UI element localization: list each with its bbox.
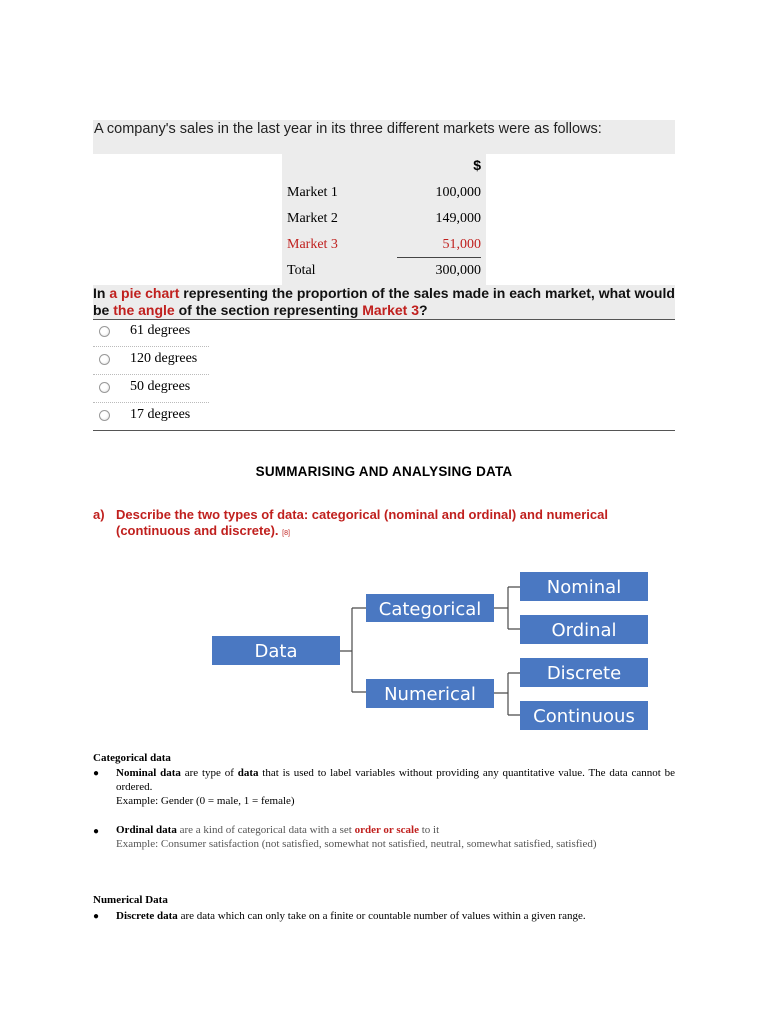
task-text xyxy=(116,507,676,541)
task-marks: [8] xyxy=(282,529,290,537)
question-highlight: Market 3 xyxy=(362,302,419,318)
discrete-definition xyxy=(116,909,675,923)
option-17-degrees[interactable] xyxy=(93,403,209,430)
table-total-value: 300,000 xyxy=(435,263,481,278)
definition-emphasis: data xyxy=(237,767,259,779)
radio-button[interactable] xyxy=(99,382,110,393)
nominal-definition xyxy=(116,766,675,808)
radio-button[interactable] xyxy=(99,326,110,337)
option-label: 50 degrees xyxy=(130,379,191,394)
definition-text: are type of xyxy=(180,767,238,779)
table-row-label-highlight: Market 3 xyxy=(287,237,338,252)
discrete-term: Discrete data xyxy=(116,910,178,922)
data-root-label: Data xyxy=(254,641,298,662)
table-row-label: Market 2 xyxy=(287,211,338,226)
definition-text: that is used to label variables without providing any quantitative value. The data cannot be ordered. xyxy=(116,767,676,793)
numerical-heading: Numerical Data xyxy=(93,894,168,906)
table-row-value: 149,000 xyxy=(435,211,481,226)
question-highlight: the angle xyxy=(113,302,175,318)
table-row-label: Market 1 xyxy=(287,185,338,200)
connector xyxy=(494,587,520,629)
question-text xyxy=(93,285,675,319)
ordinal-example: Example: Consumer satisfaction (not satisfied, somewhat not satisfied, neutral, somewhat satisfied, satisfied) xyxy=(116,838,597,850)
numerical-label: Numerical xyxy=(384,684,476,705)
categorical-label: Categorical xyxy=(378,599,482,620)
definition-text: are a kind of categorical data with a set xyxy=(176,824,355,836)
options-divider xyxy=(93,430,675,431)
connector xyxy=(340,608,366,692)
data-types-diagram xyxy=(0,560,768,740)
table-row-value: 100,000 xyxy=(435,185,481,200)
question-part: representing the proportion of the sales made in each market, what would be xyxy=(93,285,675,318)
table-row-value-highlight: 51,000 xyxy=(442,237,481,252)
nominal-example: Example: Gender (0 = male, 1 = female) xyxy=(116,795,295,807)
question-highlight: a pie chart xyxy=(109,285,180,301)
option-label: 17 degrees xyxy=(130,407,191,422)
table-header-currency: $ xyxy=(473,157,481,173)
discrete-label: Discrete xyxy=(546,663,622,684)
question-part: ? xyxy=(419,302,428,318)
definition-emphasis: order or scale xyxy=(354,824,419,836)
bullet-icon: ● xyxy=(93,911,100,922)
connector xyxy=(494,673,520,715)
nominal-label: Nominal xyxy=(546,577,622,598)
ordinal-definition xyxy=(116,823,675,851)
bullet-icon: ● xyxy=(93,768,100,779)
option-label: 120 degrees xyxy=(130,351,198,366)
definition-text: to it xyxy=(418,824,440,836)
option-120-degrees[interactable] xyxy=(93,347,209,375)
radio-button[interactable] xyxy=(99,410,110,421)
section-title: SUMMARISING AND ANALYSING DATA xyxy=(255,464,513,479)
task-letter: a) xyxy=(93,507,105,522)
option-label: 61 degrees xyxy=(130,323,191,338)
bullet-icon: ● xyxy=(93,826,100,837)
task-description: Describe the two types of data: categorical (nominal and ordinal) and numerical (continuous and discrete). xyxy=(116,507,608,538)
table-total-label: Total xyxy=(287,263,316,278)
table-sum-line xyxy=(397,257,481,258)
ordinal-term: Ordinal data xyxy=(116,824,177,836)
continuous-label: Continuous xyxy=(533,706,635,727)
option-61-degrees[interactable] xyxy=(93,319,209,347)
radio-button[interactable] xyxy=(99,354,110,365)
categorical-heading: Categorical data xyxy=(93,752,171,764)
intro-text: A company's sales in the last year in its three different markets were as follows: xyxy=(94,121,602,137)
ordinal-label: Ordinal xyxy=(551,620,617,641)
question-part: of the section representing xyxy=(174,302,363,318)
nominal-term: Nominal data xyxy=(116,767,181,779)
option-50-degrees[interactable] xyxy=(93,375,209,403)
sales-table xyxy=(282,153,486,285)
question-part: In xyxy=(93,285,110,301)
definition-text: are data which can only take on a finite or countable number of values within a given range. xyxy=(177,910,586,922)
